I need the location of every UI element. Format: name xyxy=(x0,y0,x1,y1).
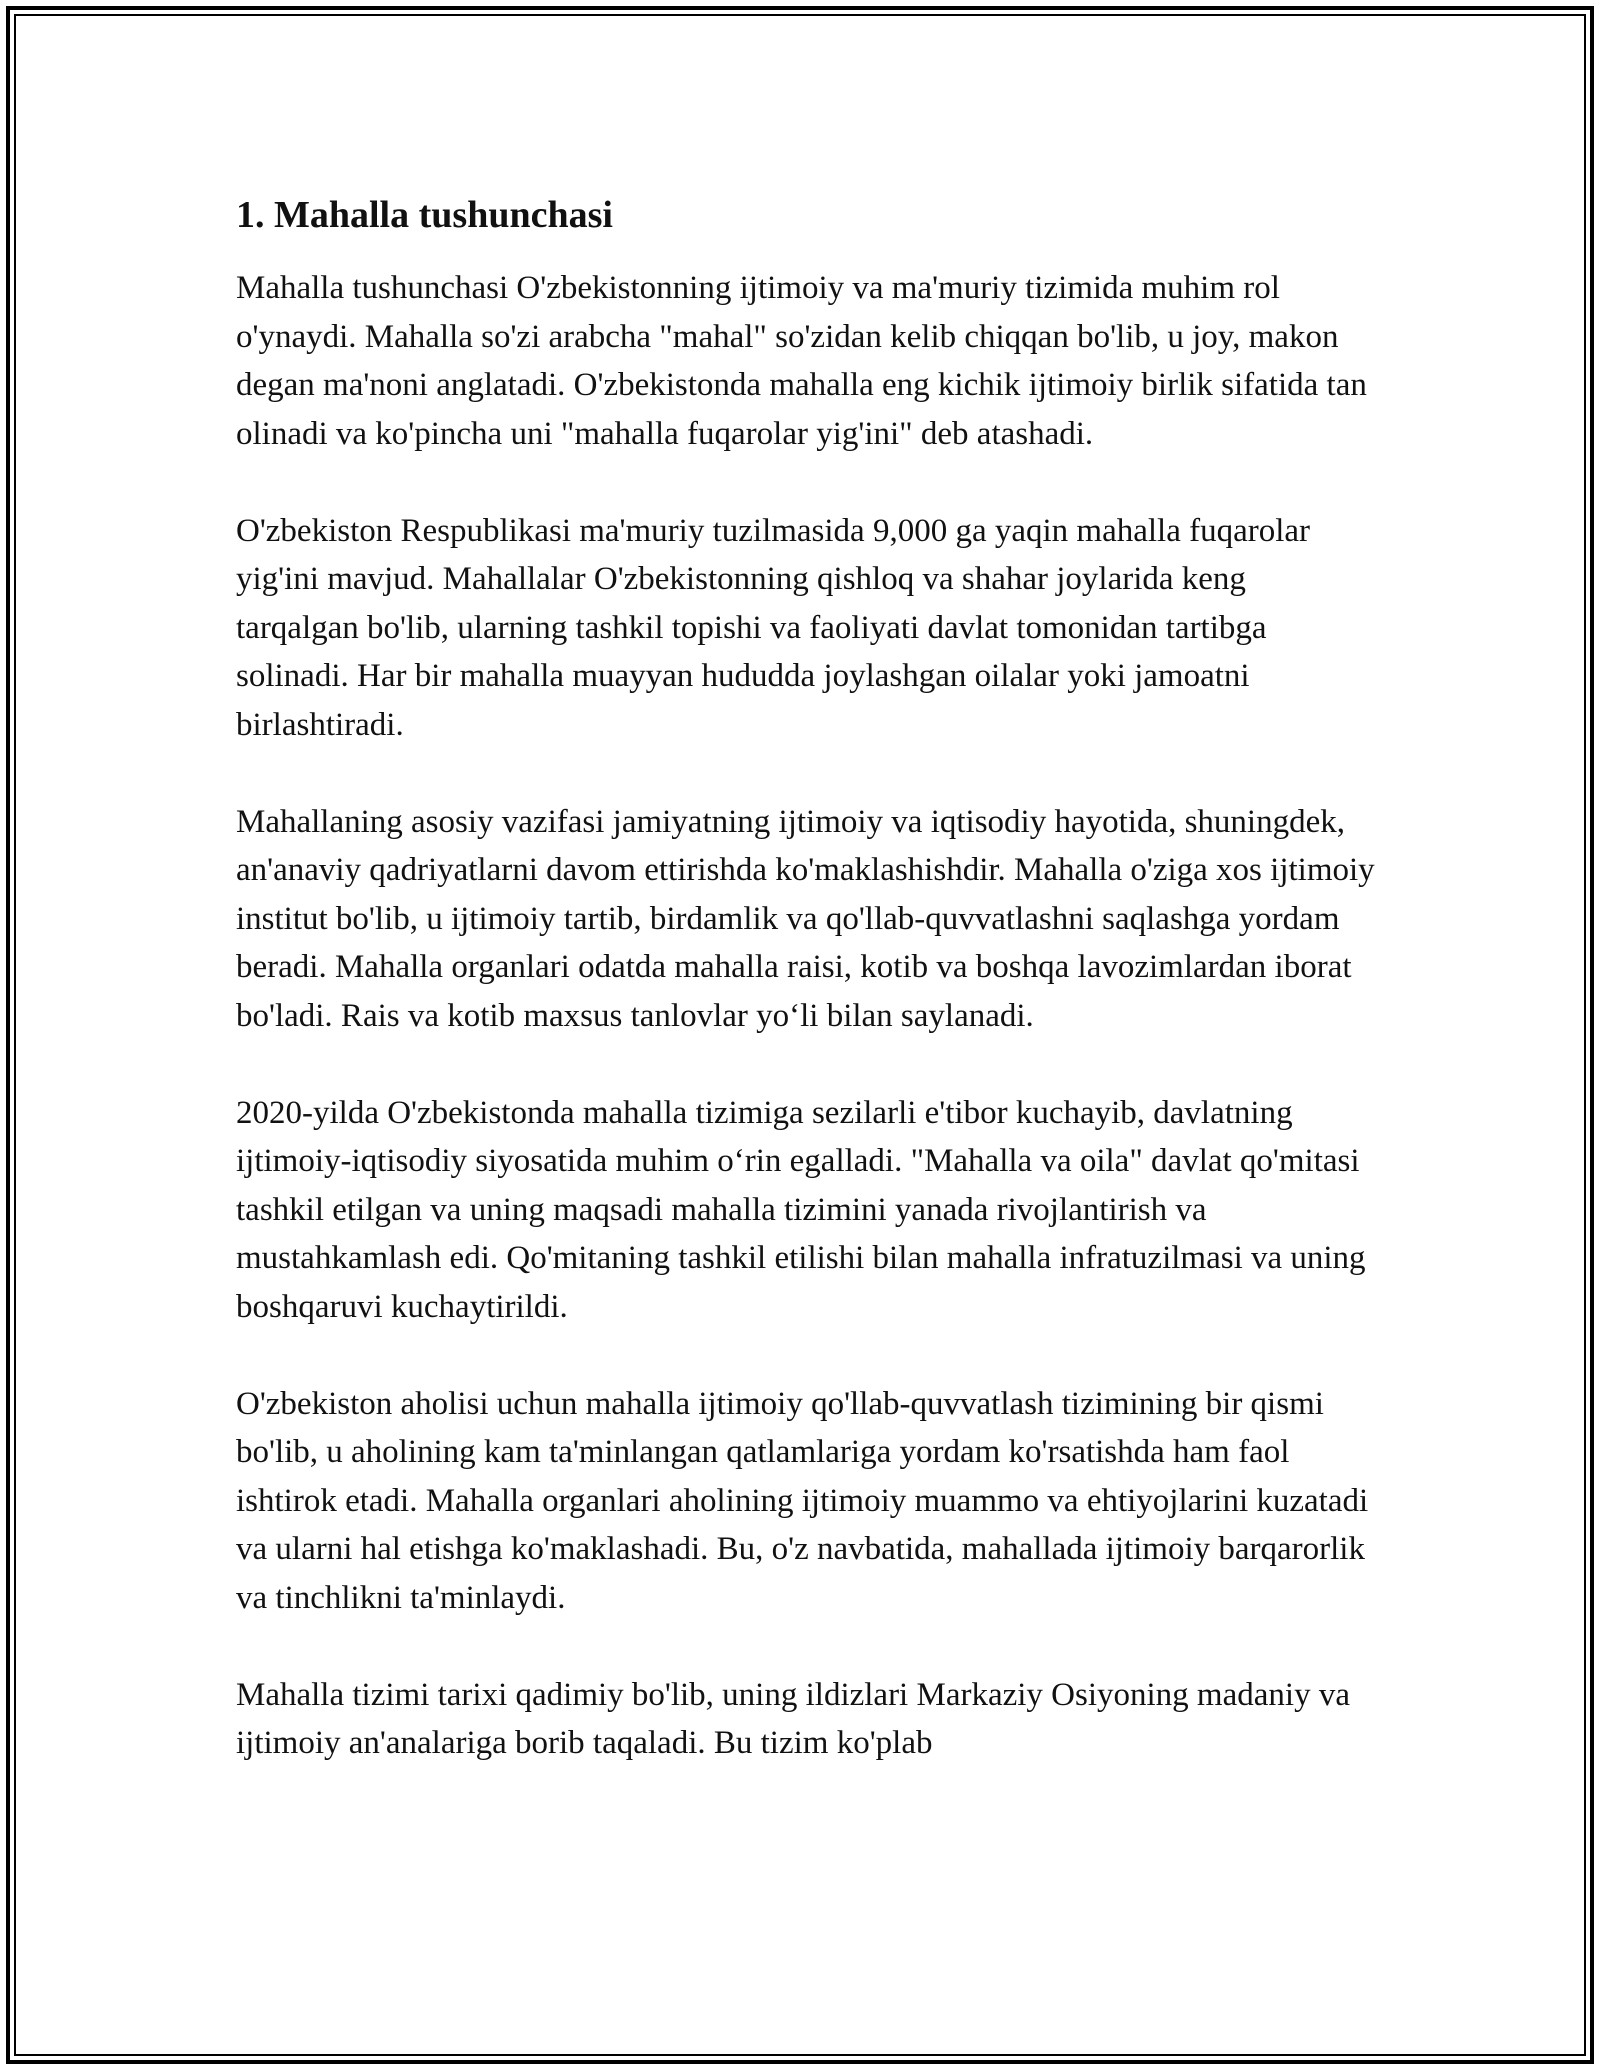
paragraph-3: Mahallaning asosiy vazifasi jamiyatning ijtimoiy va iqtisodiy hayotida, shuningdek, an'anaviy qadriyatlarni davom ettirishda ko'maklashishdir. Mahalla o'ziga xos ijtimoiy institut bo'lib, u ijtimoiy tartib, birdamlik va qo'llab-quvvatlashni saqlashga yordam beradi. Mahalla organlari odatda mahalla raisi, kotib va boshqa lavozimlardan iborat bo'ladi. Rais va kotib maxsus tanlovlar yo‘li bilan saylanadi. xyxy=(236,803,1375,1034)
paragraph-4: 2020-yilda O'zbekistonda mahalla tizimiga sezilarli e'tibor kuchayib, davlatning ijtimoiy-iqtisodiy siyosatida muhim o‘rin egalladi. "Mahalla va oila" davlat qo'mitasi tashkil etilgan va uning maqsadi mahalla tizimini yanada rivojlantirish va mustahkamlash edi. Qo'mitaning tashkil etilishi bilan mahalla infratuzilmasi va uning boshqaruvi kuchaytirildi. xyxy=(236,1094,1366,1325)
paragraph-1: Mahalla tushunchasi O'zbekistonning ijtimoiy va ma'muriy tizimida muhim rol o'ynaydi. Mahalla so'zi arabcha "mahal" so'zidan kelib chiqqan bo'lib, u joy, makon degan ma'noni anglatadi. O'zbekistonda mahalla eng kichik ijtimoiy birlik sifatida tan olinadi va ko'pincha uni "mahalla fuqarolar yig'ini" deb atashadi. xyxy=(236,270,1367,452)
paragraph-2: O'zbekiston Respublikasi ma'muriy tuzilmasida 9,000 ga yaqin mahalla fuqarolar yig'ini mavjud. Mahallalar O'zbekistonning qishloq va shahar joylarida keng tarqalgan bo'lib, ularning tashkil topishi va faoliyati davlat tomonidan tartibga solinadi. Har bir mahalla muayyan hududda joylashgan oilalar yoki jamoatni birlashtiradi. xyxy=(236,512,1311,743)
paragraph-5: O'zbekiston aholisi uchun mahalla ijtimoiy qo'llab-quvvatlash tizimining bir qismi bo'lib, u aholining kam ta'minlangan qatlamlariga yordam ko'rsatishda ham faol ishtirok etadi. Mahalla organlari aholining ijtimoiy muammo va ehtiyojlarini kuzatadi va ularni hal etishga ko'maklashadi. Bu, o'z navbatida, mahallada ijtimoiy barqarorlik va tinchlikni ta'minlaydi. xyxy=(236,1385,1369,1616)
section-title: 1. Mahalla tushunchasi xyxy=(236,194,613,236)
paragraph-6: Mahalla tizimi tarixi qadimiy bo'lib, uning ildizlari Markaziy Osiyoning madaniy va ijtimoiy an'analariga borib taqaladi. Bu tizim ko'plab xyxy=(236,1676,1350,1761)
document-body xyxy=(236,180,1376,1816)
